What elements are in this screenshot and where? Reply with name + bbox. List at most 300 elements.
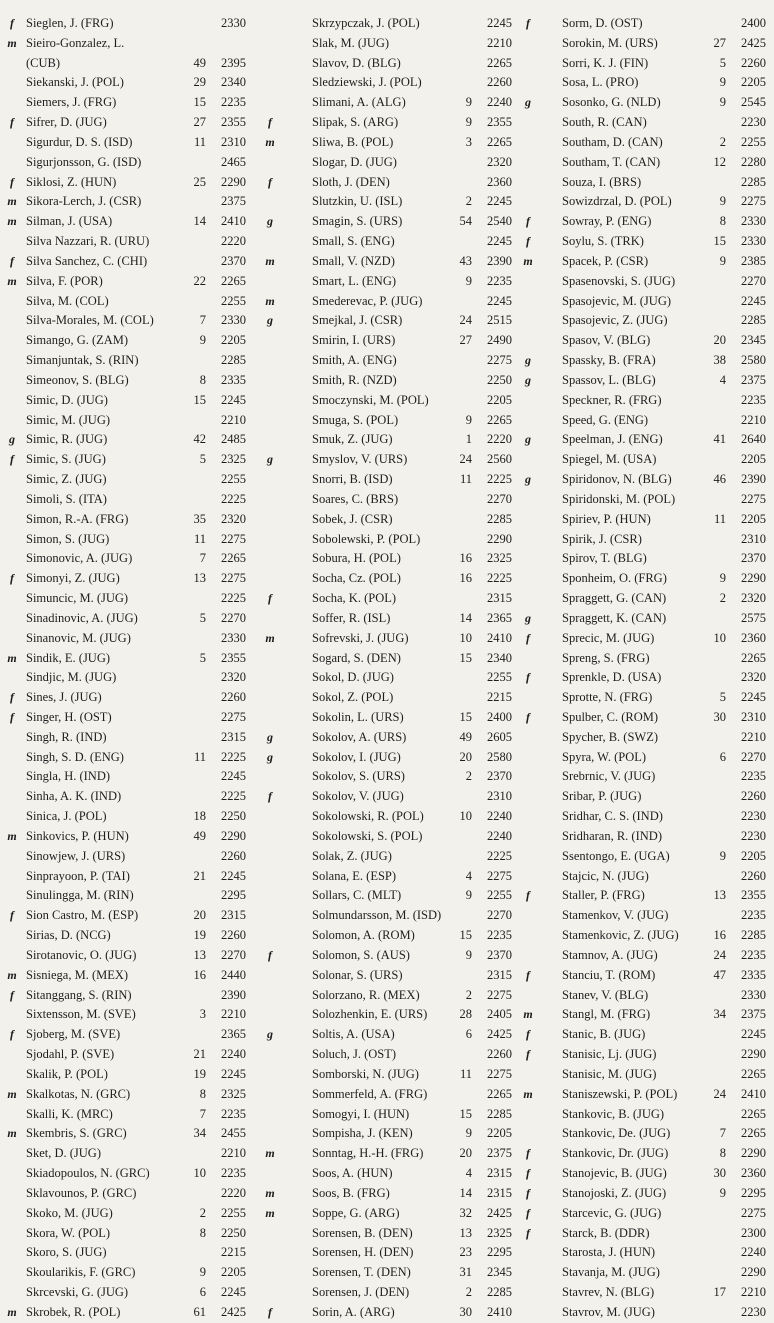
player-entry xyxy=(4,530,250,550)
player-name: Siklosi, Z. (HUN) xyxy=(26,174,117,189)
player-games: 15 xyxy=(193,95,206,110)
player-games: 20 xyxy=(459,749,472,764)
player-rating: 2425 xyxy=(487,1205,512,1220)
player-rating: 2210 xyxy=(221,412,246,427)
player-rating: 2230 xyxy=(741,828,766,843)
player-entry xyxy=(262,629,516,649)
player-name: Spasojevic, Z. (JUG) xyxy=(562,313,668,328)
player-rating: 2205 xyxy=(741,75,766,90)
player-name: Spasojevic, M. (JUG) xyxy=(562,293,672,308)
player-entry xyxy=(4,827,250,847)
player-title: f xyxy=(10,1027,14,1042)
player-name: Sinowjew, J. (URS) xyxy=(26,848,126,863)
player-name: Sindik, E. (JUG) xyxy=(26,650,111,665)
player-name: Simoli, S. (ITA) xyxy=(26,491,107,506)
player-name: Spiridonski, M. (POL) xyxy=(562,491,676,506)
player-entry xyxy=(520,767,770,787)
player-title: f xyxy=(526,214,530,229)
player-name: Sorokin, M. (URS) xyxy=(562,35,658,50)
player-name: Stavrov, M. (JUG) xyxy=(562,1304,655,1319)
player-rating: 2390 xyxy=(487,253,512,268)
player-entry xyxy=(520,192,770,212)
player-rating: 2285 xyxy=(741,174,766,189)
player-name: Stamenkovic, Z. (JUG) xyxy=(562,928,679,943)
player-rating: 2205 xyxy=(221,333,246,348)
player-rating: 2255 xyxy=(487,888,512,903)
player-rating: 2265 xyxy=(487,1086,512,1101)
player-games: 6 xyxy=(719,749,726,764)
player-games: 15 xyxy=(459,1106,472,1121)
player-name: Sirotanovic, O. (JUG) xyxy=(26,947,137,962)
player-entry xyxy=(262,569,516,589)
player-rating: 2260 xyxy=(741,55,766,70)
player-name: Sloth, J. (DEN) xyxy=(312,174,390,189)
player-rating: 2275 xyxy=(221,531,246,546)
player-rating: 2285 xyxy=(487,1106,512,1121)
player-rating: 2235 xyxy=(221,1106,246,1121)
player-entry xyxy=(262,450,516,470)
player-entry xyxy=(4,1124,250,1144)
player-name: Simeonov, S. (BLG) xyxy=(26,372,129,387)
player-games: 9 xyxy=(465,273,472,288)
player-name: Sowray, P. (ENG) xyxy=(562,214,652,229)
player-entry xyxy=(520,331,770,351)
player-games: 9 xyxy=(465,412,472,427)
player-name: Silva Nazzari, R. (URU) xyxy=(26,234,150,249)
player-entry xyxy=(4,34,250,54)
player-entry xyxy=(520,450,770,470)
player-games: 32 xyxy=(459,1205,472,1220)
player-rating: 2260 xyxy=(487,1047,512,1062)
player-games: 14 xyxy=(459,610,472,625)
player-title: m xyxy=(7,1126,17,1141)
column-3 xyxy=(520,14,770,1323)
player-rating: 2370 xyxy=(221,253,246,268)
player-name: Spirov, T. (BLG) xyxy=(562,551,647,566)
player-name: Skalli, K. (MRC) xyxy=(26,1106,113,1121)
player-name: Sinanovic, M. (JUG) xyxy=(26,630,131,645)
player-entry xyxy=(262,331,516,351)
player-games: 13 xyxy=(459,1225,472,1240)
player-entry xyxy=(4,926,250,946)
player-entry xyxy=(262,351,516,371)
player-games: 30 xyxy=(459,1304,472,1319)
player-games: 22 xyxy=(193,273,206,288)
player-games: 9 xyxy=(719,194,726,209)
player-title: f xyxy=(10,709,14,724)
player-name: Spassky, B. (FRA) xyxy=(562,353,656,368)
player-rating: 2235 xyxy=(221,1166,246,1181)
player-rating: 2290 xyxy=(741,571,766,586)
player-entry xyxy=(262,609,516,629)
player-entry xyxy=(520,569,770,589)
player-name: Southam, D. (CAN) xyxy=(562,134,663,149)
player-name: Stanisic, M. (JUG) xyxy=(562,1066,657,1081)
player-rating: 2235 xyxy=(741,947,766,962)
player-entry xyxy=(4,133,250,153)
player-entry xyxy=(520,1045,770,1065)
player-entry xyxy=(520,351,770,371)
player-entry xyxy=(262,133,516,153)
player-entry xyxy=(520,93,770,113)
player-entry xyxy=(520,728,770,748)
player-rating: 2465 xyxy=(221,154,246,169)
player-rating: 2255 xyxy=(221,472,246,487)
player-title: m xyxy=(7,1086,17,1101)
player-games: 8 xyxy=(199,1086,206,1101)
player-games: 14 xyxy=(459,1185,472,1200)
player-name: Simanjuntak, S. (RIN) xyxy=(26,353,139,368)
player-entry xyxy=(262,1243,516,1263)
player-entry xyxy=(262,767,516,787)
player-games: 3 xyxy=(465,134,472,149)
player-title: f xyxy=(268,591,272,606)
player-name: Stanciu, T. (ROM) xyxy=(562,967,656,982)
player-name: Sogard, S. (DEN) xyxy=(312,650,401,665)
player-games: 15 xyxy=(193,392,206,407)
player-name: Silman, J. (USA) xyxy=(26,214,113,229)
player-rating: 2360 xyxy=(741,630,766,645)
player-entry xyxy=(4,73,250,93)
player-name: Srebrnic, V. (JUG) xyxy=(562,769,656,784)
player-rating: 2580 xyxy=(741,353,766,368)
player-entry xyxy=(520,430,770,450)
player-entry xyxy=(262,1164,516,1184)
player-entry xyxy=(262,212,516,232)
player-games: 9 xyxy=(719,848,726,863)
player-entry xyxy=(262,510,516,530)
player-title: f xyxy=(526,1027,530,1042)
player-entry xyxy=(520,1005,770,1025)
player-rating: 2410 xyxy=(487,1304,512,1319)
player-entry xyxy=(262,1105,516,1125)
player-games: 9 xyxy=(465,95,472,110)
player-name: Smagin, S. (URS) xyxy=(312,214,403,229)
player-rating: 2375 xyxy=(741,1007,766,1022)
player-rating: 2230 xyxy=(741,809,766,824)
player-rating: 2225 xyxy=(221,591,246,606)
player-name: Stavrev, N. (BLG) xyxy=(562,1285,655,1299)
player-name: (CUB) xyxy=(26,55,61,70)
player-name: Simic, M. (JUG) xyxy=(26,412,111,427)
player-name: Starck, B. (DDR) xyxy=(562,1225,650,1240)
player-name: Solonar, S. (URS) xyxy=(312,967,403,982)
player-name: Solozhenkin, E. (URS) xyxy=(312,1007,428,1022)
player-rating: 2205 xyxy=(741,848,766,863)
player-entry xyxy=(520,34,770,54)
player-games: 13 xyxy=(193,947,206,962)
player-title: m xyxy=(265,134,275,149)
player-name: Skrcevski, G. (JUG) xyxy=(26,1285,129,1299)
player-name: Starosta, J. (HUN) xyxy=(562,1245,656,1260)
player-entry xyxy=(520,1243,770,1263)
player-rating: 2310 xyxy=(741,531,766,546)
player-entry xyxy=(520,510,770,530)
player-rating: 2400 xyxy=(741,16,766,30)
player-rating: 2225 xyxy=(221,749,246,764)
player-title: m xyxy=(523,253,533,268)
player-games: 2 xyxy=(719,591,726,606)
player-entry xyxy=(262,153,516,173)
player-entry xyxy=(520,589,770,609)
player-games: 27 xyxy=(459,333,472,348)
player-name: Sinulingga, M. (RIN) xyxy=(26,888,134,903)
player-entry xyxy=(262,1184,516,1204)
player-name: Sosonko, G. (NLD) xyxy=(562,95,661,110)
player-rating: 2290 xyxy=(741,1047,766,1062)
player-rating: 2245 xyxy=(487,16,512,30)
player-name: Skrzypczak, J. (POL) xyxy=(312,16,420,30)
player-rating: 2245 xyxy=(741,690,766,705)
player-entry xyxy=(520,688,770,708)
player-name: Solmundarsson, M. (ISD) xyxy=(312,908,442,923)
player-games: 41 xyxy=(713,432,726,447)
player-games: 9 xyxy=(719,1185,726,1200)
player-rating: 2310 xyxy=(221,134,246,149)
player-name: Sorensen, B. (DEN) xyxy=(312,1225,413,1240)
player-name: Smejkal, J. (CSR) xyxy=(312,313,403,328)
player-entry xyxy=(262,688,516,708)
player-entry xyxy=(4,54,250,74)
player-name: Staniszewski, P. (POL) xyxy=(562,1086,678,1101)
player-entry xyxy=(262,827,516,847)
player-name: Spiridonov, N. (BLG) xyxy=(562,472,672,487)
player-name: Singh, R. (IND) xyxy=(26,729,107,744)
player-name: Starcevic, G. (JUG) xyxy=(562,1205,662,1220)
player-entry xyxy=(4,629,250,649)
player-rating: 2335 xyxy=(741,967,766,982)
player-name: Skalik, P. (POL) xyxy=(26,1066,108,1081)
player-games: 4 xyxy=(465,1166,472,1181)
player-games: 9 xyxy=(465,888,472,903)
player-rating: 2260 xyxy=(221,848,246,863)
player-rating: 2325 xyxy=(487,551,512,566)
player-entry xyxy=(520,391,770,411)
player-entry xyxy=(262,1085,516,1105)
player-games: 4 xyxy=(465,868,472,883)
player-name: Spreng, S. (FRG) xyxy=(562,650,650,665)
player-name: Solana, E. (ESP) xyxy=(312,868,397,883)
player-rating: 2265 xyxy=(487,134,512,149)
player-rating: 2375 xyxy=(487,1146,512,1161)
player-games: 4 xyxy=(719,372,726,387)
player-rating: 2290 xyxy=(487,531,512,546)
player-rating: 2275 xyxy=(221,571,246,586)
player-entry xyxy=(4,1283,250,1303)
player-name: Sosa, L. (PRO) xyxy=(562,75,639,90)
player-entry xyxy=(262,589,516,609)
player-rating: 2285 xyxy=(741,928,766,943)
player-games: 9 xyxy=(199,333,206,348)
player-rating: 2250 xyxy=(221,1225,246,1240)
player-rating: 2210 xyxy=(221,1007,246,1022)
player-title: g xyxy=(525,353,531,368)
player-games: 18 xyxy=(193,809,206,824)
player-name: Sokolowski, S. (POL) xyxy=(312,828,423,843)
player-title: f xyxy=(10,571,14,586)
player-entry xyxy=(520,986,770,1006)
player-games: 7 xyxy=(199,551,206,566)
player-games: 5 xyxy=(719,55,726,70)
player-name: Sollars, C. (MLT) xyxy=(312,888,402,903)
player-rating: 2365 xyxy=(221,1027,246,1042)
player-name: Sjodahl, P. (SVE) xyxy=(26,1047,115,1062)
player-entry xyxy=(520,1164,770,1184)
player-name: Smederevac, P. (JUG) xyxy=(312,293,423,308)
player-entry xyxy=(262,530,516,550)
player-games: 21 xyxy=(193,1047,206,1062)
player-entry xyxy=(262,847,516,867)
player-rating: 2245 xyxy=(741,293,766,308)
player-title: f xyxy=(268,1304,272,1319)
player-entry xyxy=(4,292,250,312)
player-rating: 2315 xyxy=(487,1166,512,1181)
player-entry xyxy=(262,886,516,906)
player-entry xyxy=(4,1224,250,1244)
player-games: 29 xyxy=(193,75,206,90)
player-rating: 2265 xyxy=(741,1106,766,1121)
player-rating: 2355 xyxy=(487,115,512,130)
player-games: 19 xyxy=(193,1066,206,1081)
player-name: Slipak, S. (ARG) xyxy=(312,115,399,130)
player-rating: 2370 xyxy=(741,551,766,566)
player-name: South, R. (CAN) xyxy=(562,115,647,130)
player-name: Sokolin, L. (URS) xyxy=(312,709,404,724)
player-name: Simon, S. (JUG) xyxy=(26,531,110,546)
player-title: f xyxy=(526,1047,530,1062)
player-entry xyxy=(520,490,770,510)
player-name: Stajcic, N. (JUG) xyxy=(562,868,649,883)
player-entry xyxy=(520,847,770,867)
player-entry xyxy=(262,1144,516,1164)
player-entry xyxy=(4,946,250,966)
player-name: Smuga, S. (POL) xyxy=(312,412,399,427)
player-rating: 2425 xyxy=(741,35,766,50)
player-games: 23 xyxy=(459,1245,472,1260)
player-title: g xyxy=(525,432,531,447)
player-name: Stamenkov, V. (JUG) xyxy=(562,908,669,923)
player-rating: 2375 xyxy=(221,194,246,209)
player-name: Simuncic, M. (JUG) xyxy=(26,591,129,606)
player-title: f xyxy=(526,670,530,685)
player-entry xyxy=(4,787,250,807)
player-rating: 2315 xyxy=(221,729,246,744)
player-name: Skoro, S. (JUG) xyxy=(26,1245,107,1260)
player-name: Sprenkle, D. (USA) xyxy=(562,670,662,685)
player-name: Simic, Z. (JUG) xyxy=(26,472,107,487)
player-entry xyxy=(4,450,250,470)
player-rating: 2275 xyxy=(487,1066,512,1081)
player-entry xyxy=(4,411,250,431)
player-name: Spulber, C. (ROM) xyxy=(562,709,659,724)
player-entry xyxy=(4,1184,250,1204)
player-name: Soylu, S. (TRK) xyxy=(562,234,644,249)
player-games: 34 xyxy=(713,1007,726,1022)
player-rating: 2300 xyxy=(741,1225,766,1240)
player-rating: 2330 xyxy=(741,987,766,1002)
player-rating: 2205 xyxy=(487,1126,512,1141)
player-rating: 2355 xyxy=(221,650,246,665)
player-rating: 2640 xyxy=(741,432,766,447)
player-name: Stankovic, B. (JUG) xyxy=(562,1106,665,1121)
player-name: Sokolowski, R. (POL) xyxy=(312,809,424,824)
player-games: 9 xyxy=(719,75,726,90)
player-entry xyxy=(262,113,516,133)
player-entry xyxy=(4,728,250,748)
player-rating: 2540 xyxy=(487,214,512,229)
player-games: 30 xyxy=(713,1166,726,1181)
player-rating: 2320 xyxy=(221,670,246,685)
player-name: Spasenovski, S. (JUG) xyxy=(562,273,676,288)
player-rating: 2315 xyxy=(487,967,512,982)
player-rating: 2270 xyxy=(221,610,246,625)
player-rating: 2245 xyxy=(487,234,512,249)
player-name: Silva-Morales, M. (COL) xyxy=(26,313,154,328)
player-entry xyxy=(4,371,250,391)
player-rating: 2375 xyxy=(741,372,766,387)
player-title: m xyxy=(7,650,17,665)
player-name: Skoko, M. (JUG) xyxy=(26,1205,113,1220)
player-name: Silva, M. (COL) xyxy=(26,293,109,308)
player-rating: 2340 xyxy=(487,650,512,665)
player-name: Smirin, I. (URS) xyxy=(312,333,396,348)
player-games: 8 xyxy=(719,214,726,229)
player-entry xyxy=(262,1124,516,1144)
player-rating: 2235 xyxy=(741,769,766,784)
player-rating: 2290 xyxy=(741,1265,766,1280)
player-entry xyxy=(4,272,250,292)
player-games: 47 xyxy=(713,967,726,982)
player-games: 9 xyxy=(465,115,472,130)
player-name: Simic, R. (JUG) xyxy=(26,432,108,447)
player-entry xyxy=(520,173,770,193)
player-games: 43 xyxy=(459,253,472,268)
player-name: Smith, R. (NZD) xyxy=(312,372,397,387)
player-entry xyxy=(262,708,516,728)
player-entry xyxy=(4,886,250,906)
player-name: Stangl, M. (FRG) xyxy=(562,1007,651,1022)
player-name: Sines, J. (JUG) xyxy=(26,690,102,705)
player-games: 20 xyxy=(713,333,726,348)
player-entry xyxy=(4,113,250,133)
player-name: Sokolov, V. (JUG) xyxy=(312,789,404,804)
player-title: f xyxy=(10,452,14,467)
player-rating: 2220 xyxy=(487,432,512,447)
player-entry xyxy=(4,668,250,688)
player-rating: 2235 xyxy=(487,928,512,943)
player-entry xyxy=(262,906,516,926)
player-rating: 2235 xyxy=(221,95,246,110)
player-title: f xyxy=(526,1225,530,1240)
player-entry xyxy=(4,311,250,331)
player-games: 2 xyxy=(465,194,472,209)
player-name: Spiegel, M. (USA) xyxy=(562,452,657,467)
player-entry xyxy=(520,292,770,312)
player-name: Soos, A. (HUN) xyxy=(312,1166,393,1181)
player-rating: 2210 xyxy=(741,729,766,744)
player-rating: 2575 xyxy=(741,610,766,625)
player-rating: 2270 xyxy=(741,749,766,764)
player-rating: 2205 xyxy=(741,511,766,526)
player-name: Spraggett, G. (CAN) xyxy=(562,591,667,606)
player-games: 61 xyxy=(193,1304,206,1319)
player-name: Simic, S. (JUG) xyxy=(26,452,106,467)
player-rating: 2235 xyxy=(487,273,512,288)
player-entry xyxy=(4,153,250,173)
player-name: Stanojevic, B. (JUG) xyxy=(562,1166,667,1181)
player-entry xyxy=(520,1025,770,1045)
player-rating: 2230 xyxy=(741,115,766,130)
